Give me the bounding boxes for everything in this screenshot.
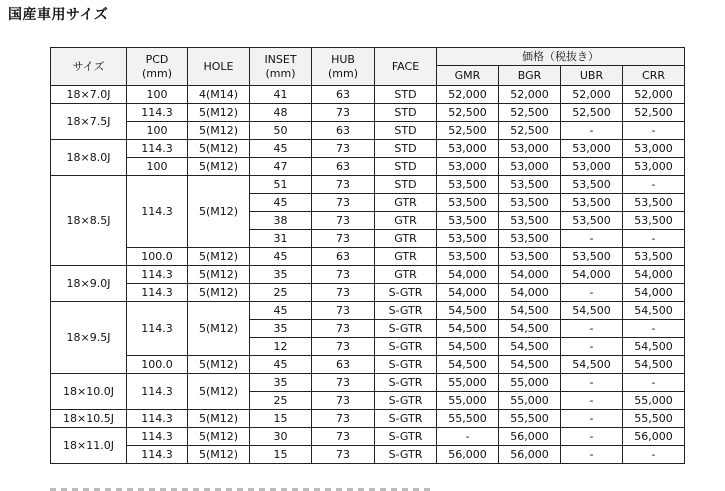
cell-bgr: 55,000: [499, 374, 561, 392]
header-hub: [312, 48, 375, 86]
cell-face: S-GTR: [375, 392, 437, 410]
cell-hole: 5(M12): [188, 140, 250, 158]
cell-crr: 53,500: [623, 194, 685, 212]
header-ubr: UBR: [561, 66, 623, 86]
cell-gmr: 55,000: [437, 374, 499, 392]
cell-size: 18×8.5J: [51, 176, 127, 266]
cell-inset: 47: [250, 158, 312, 176]
cell-face: STD: [375, 104, 437, 122]
cell-inset: 48: [250, 104, 312, 122]
cell-bgr: 53,500: [499, 176, 561, 194]
cell-pcd: 114.3: [127, 410, 188, 428]
cell-ubr: 53,500: [561, 212, 623, 230]
cell-crr: 54,500: [623, 338, 685, 356]
cell-face: S-GTR: [375, 356, 437, 374]
cell-ubr: 53,500: [561, 176, 623, 194]
table-row: [51, 158, 685, 176]
cell-pcd: 100.0: [127, 356, 188, 374]
cell-gmr: 55,000: [437, 392, 499, 410]
cell-hole: 5(M12): [188, 410, 250, 428]
cell-face: STD: [375, 86, 437, 104]
header-price-group: 価格（税抜き）: [437, 48, 685, 66]
table-row: [51, 446, 685, 464]
cell-bgr: 53,500: [499, 248, 561, 266]
cell-inset: 30: [250, 428, 312, 446]
cell-inset: 25: [250, 284, 312, 302]
cell-ubr: 54,500: [561, 356, 623, 374]
cell-gmr: 54,500: [437, 338, 499, 356]
cell-face: S-GTR: [375, 284, 437, 302]
cell-crr: 53,500: [623, 248, 685, 266]
cell-bgr: 53,500: [499, 230, 561, 248]
cell-bgr: 54,000: [499, 266, 561, 284]
cell-crr: 54,000: [623, 284, 685, 302]
cell-pcd: 114.3: [127, 104, 188, 122]
cell-inset: 38: [250, 212, 312, 230]
cell-gmr: 52,000: [437, 86, 499, 104]
cell-pcd: 114.3: [127, 176, 188, 248]
cell-face: S-GTR: [375, 446, 437, 464]
cell-ubr: -: [561, 284, 623, 302]
cell-gmr: 54,000: [437, 266, 499, 284]
table-row: [51, 86, 685, 104]
cell-hole: 5(M12): [188, 266, 250, 284]
cell-bgr: 52,500: [499, 122, 561, 140]
cell-bgr: 53,000: [499, 140, 561, 158]
table-row: [51, 266, 685, 284]
cell-face: GTR: [375, 248, 437, 266]
cell-hub: 73: [312, 410, 375, 428]
cell-size: 18×7.0J: [51, 86, 127, 104]
cell-face: STD: [375, 122, 437, 140]
cell-hub: 73: [312, 104, 375, 122]
cell-crr: 54,500: [623, 356, 685, 374]
cell-inset: 41: [250, 86, 312, 104]
cell-hole: 5(M12): [188, 104, 250, 122]
cell-ubr: -: [561, 410, 623, 428]
header-hub-unit: (mm): [327, 66, 358, 80]
cell-ubr: -: [561, 230, 623, 248]
cell-face: STD: [375, 158, 437, 176]
cell-inset: 45: [250, 302, 312, 320]
cell-bgr: 55,500: [499, 410, 561, 428]
cell-face: S-GTR: [375, 428, 437, 446]
table-row: [51, 284, 685, 302]
cell-hub: 63: [312, 248, 375, 266]
cell-size: 18×9.5J: [51, 302, 127, 374]
cell-crr: -: [623, 374, 685, 392]
cell-crr: 56,000: [623, 428, 685, 446]
cell-ubr: -: [561, 446, 623, 464]
cell-gmr: 53,000: [437, 140, 499, 158]
cell-ubr: 53,000: [561, 140, 623, 158]
cell-crr: 53,500: [623, 212, 685, 230]
cell-inset: 45: [250, 248, 312, 266]
cell-hole: 5(M12): [188, 446, 250, 464]
cell-inset: 15: [250, 410, 312, 428]
cell-pcd: 114.3: [127, 284, 188, 302]
cell-pcd: 114.3: [127, 374, 188, 410]
cell-inset: 25: [250, 392, 312, 410]
cell-pcd: 114.3: [127, 446, 188, 464]
cell-gmr: 53,500: [437, 212, 499, 230]
cell-bgr: 53,000: [499, 158, 561, 176]
cell-crr: 53,000: [623, 158, 685, 176]
cell-bgr: 54,000: [499, 284, 561, 302]
cell-gmr: 55,500: [437, 410, 499, 428]
cell-crr: -: [623, 320, 685, 338]
table-row: [51, 104, 685, 122]
cell-hub: 73: [312, 284, 375, 302]
cell-hub: 63: [312, 86, 375, 104]
cell-pcd: 114.3: [127, 428, 188, 446]
cell-hub: 73: [312, 302, 375, 320]
cell-hole: 4(M14): [188, 86, 250, 104]
cell-size: 18×8.0J: [51, 140, 127, 176]
table-row: [51, 176, 685, 194]
cell-hole: 5(M12): [188, 122, 250, 140]
cell-bgr: 54,500: [499, 338, 561, 356]
cell-crr: -: [623, 176, 685, 194]
cell-hub: 73: [312, 212, 375, 230]
cell-bgr: 54,500: [499, 356, 561, 374]
header-inset: [250, 48, 312, 86]
cell-crr: -: [623, 122, 685, 140]
cell-ubr: -: [561, 374, 623, 392]
cell-crr: 54,500: [623, 302, 685, 320]
table-row: [51, 140, 685, 158]
cell-inset: 15: [250, 446, 312, 464]
cell-bgr: 54,500: [499, 302, 561, 320]
cell-ubr: 53,500: [561, 194, 623, 212]
cell-bgr: 56,000: [499, 428, 561, 446]
cell-pcd: 100: [127, 158, 188, 176]
cell-bgr: 55,000: [499, 392, 561, 410]
cell-hub: 63: [312, 158, 375, 176]
header-gmr: GMR: [437, 66, 499, 86]
cell-face: S-GTR: [375, 320, 437, 338]
cell-hole: 5(M12): [188, 374, 250, 410]
header-size: サイズ: [51, 48, 127, 86]
table-row: [51, 122, 685, 140]
table-row: [51, 248, 685, 266]
cell-size: 18×10.0J: [51, 374, 127, 410]
cell-ubr: 52,500: [561, 104, 623, 122]
cell-hole: 5(M12): [188, 176, 250, 248]
cell-inset: 35: [250, 266, 312, 284]
cell-crr: 55,500: [623, 410, 685, 428]
cell-hole: 5(M12): [188, 356, 250, 374]
cell-hub: 63: [312, 356, 375, 374]
cell-gmr: -: [437, 428, 499, 446]
cell-hole: 5(M12): [188, 248, 250, 266]
cell-crr: 52,500: [623, 104, 685, 122]
cell-gmr: 53,000: [437, 158, 499, 176]
cell-gmr: 54,000: [437, 284, 499, 302]
table-row: [51, 428, 685, 446]
header-hole: HOLE: [188, 48, 250, 86]
cell-bgr: 53,500: [499, 194, 561, 212]
cell-ubr: -: [561, 122, 623, 140]
cell-hub: 73: [312, 194, 375, 212]
cell-inset: 31: [250, 230, 312, 248]
cell-pcd: 100: [127, 122, 188, 140]
cell-size: 18×9.0J: [51, 266, 127, 302]
cell-face: S-GTR: [375, 374, 437, 392]
cell-hub: 63: [312, 122, 375, 140]
cell-ubr: 53,500: [561, 248, 623, 266]
cell-crr: -: [623, 446, 685, 464]
cell-face: GTR: [375, 266, 437, 284]
cell-hub: 73: [312, 374, 375, 392]
cell-gmr: 52,500: [437, 122, 499, 140]
table-row: [51, 302, 685, 320]
header-crr: CRR: [623, 66, 685, 86]
cell-gmr: 56,000: [437, 446, 499, 464]
cell-inset: 51: [250, 176, 312, 194]
cell-ubr: -: [561, 428, 623, 446]
cell-hub: 73: [312, 320, 375, 338]
cell-bgr: 54,500: [499, 320, 561, 338]
cell-face: S-GTR: [375, 302, 437, 320]
header-bgr: BGR: [499, 66, 561, 86]
cell-pcd: 114.3: [127, 302, 188, 356]
cell-hub: 73: [312, 392, 375, 410]
header-inset-label: INSET: [264, 52, 297, 66]
header-face: FACE: [375, 48, 437, 86]
cell-bgr: 53,500: [499, 212, 561, 230]
cell-hole: 5(M12): [188, 158, 250, 176]
cell-hub: 73: [312, 446, 375, 464]
cell-pcd: 100.0: [127, 248, 188, 266]
cell-pcd: 114.3: [127, 266, 188, 284]
cell-pcd: 100: [127, 86, 188, 104]
cell-inset: 45: [250, 356, 312, 374]
cell-face: GTR: [375, 230, 437, 248]
cell-ubr: 54,000: [561, 266, 623, 284]
cell-ubr: -: [561, 338, 623, 356]
cell-hole: 5(M12): [188, 284, 250, 302]
cell-inset: 50: [250, 122, 312, 140]
cell-face: STD: [375, 140, 437, 158]
header-pcd: [127, 48, 188, 86]
cell-crr: -: [623, 230, 685, 248]
cell-ubr: 53,000: [561, 158, 623, 176]
cell-hub: 73: [312, 140, 375, 158]
cell-face: GTR: [375, 212, 437, 230]
cell-face: GTR: [375, 194, 437, 212]
page-title: 国産車用サイズ: [8, 7, 109, 23]
cell-ubr: 54,500: [561, 302, 623, 320]
cell-gmr: 54,500: [437, 302, 499, 320]
header-pcd-label: PCD: [145, 52, 169, 66]
cell-hub: 73: [312, 230, 375, 248]
header-pcd-unit: (mm): [141, 66, 172, 80]
cell-face: S-GTR: [375, 338, 437, 356]
cell-hub: 73: [312, 428, 375, 446]
cell-face: S-GTR: [375, 410, 437, 428]
cell-inset: 12: [250, 338, 312, 356]
cell-size: 18×11.0J: [51, 428, 127, 464]
cell-bgr: 56,000: [499, 446, 561, 464]
cell-crr: 52,000: [623, 86, 685, 104]
cell-size: 18×7.5J: [51, 104, 127, 140]
cell-hub: 73: [312, 176, 375, 194]
cell-pcd: 114.3: [127, 140, 188, 158]
cell-inset: 35: [250, 374, 312, 392]
cell-crr: 55,000: [623, 392, 685, 410]
cell-crr: 54,000: [623, 266, 685, 284]
cell-crr: 53,000: [623, 140, 685, 158]
cell-hole: 5(M12): [188, 302, 250, 356]
table-row: [51, 374, 685, 392]
cell-inset: 45: [250, 194, 312, 212]
wheel-size-table: [50, 47, 685, 464]
header-inset-unit: (mm): [265, 66, 296, 80]
cell-ubr: -: [561, 320, 623, 338]
cell-bgr: 52,000: [499, 86, 561, 104]
cell-gmr: 53,500: [437, 230, 499, 248]
header-hub-label: HUB: [331, 52, 355, 66]
cell-gmr: 54,500: [437, 320, 499, 338]
cell-size: 18×10.5J: [51, 410, 127, 428]
cell-hole: 5(M12): [188, 428, 250, 446]
cell-ubr: -: [561, 392, 623, 410]
cell-face: STD: [375, 176, 437, 194]
cell-ubr: 52,000: [561, 86, 623, 104]
cell-bgr: 52,500: [499, 104, 561, 122]
table-row: [51, 410, 685, 428]
cell-gmr: 52,500: [437, 104, 499, 122]
cell-gmr: 53,500: [437, 248, 499, 266]
cell-hub: 73: [312, 338, 375, 356]
cell-gmr: 53,500: [437, 194, 499, 212]
cell-hub: 73: [312, 266, 375, 284]
cell-inset: 35: [250, 320, 312, 338]
table-body: [51, 86, 685, 464]
cell-gmr: 53,500: [437, 176, 499, 194]
table-row: [51, 356, 685, 374]
cell-inset: 45: [250, 140, 312, 158]
cell-gmr: 54,500: [437, 356, 499, 374]
